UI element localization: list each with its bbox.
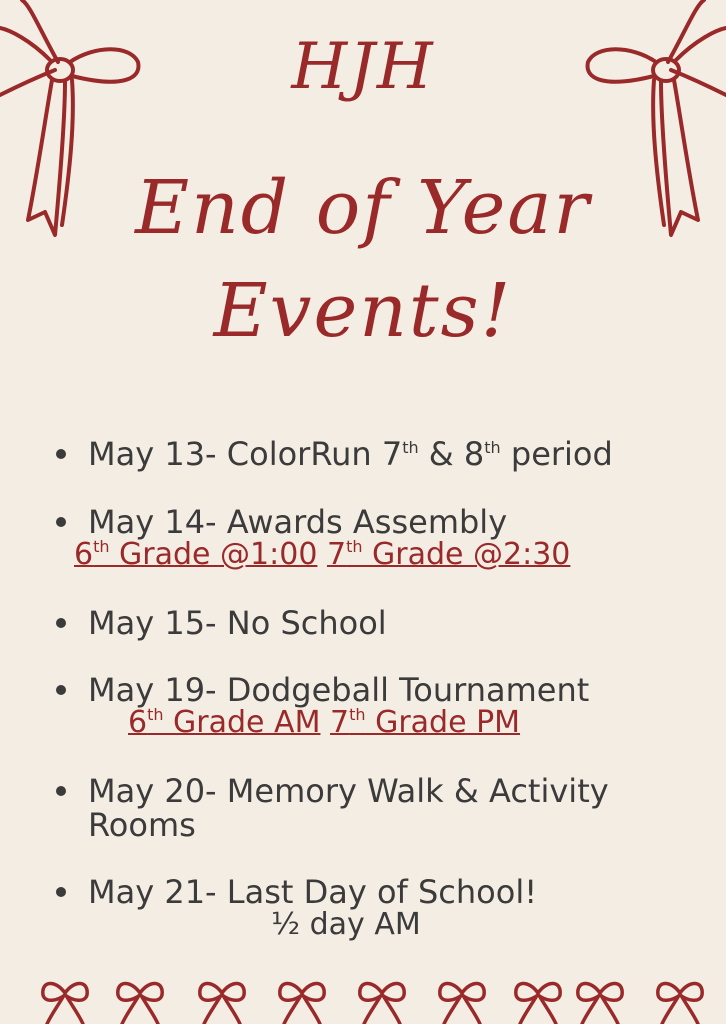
event-text: May 14- Awards Assembly — [88, 503, 508, 541]
bullet-icon — [56, 618, 66, 628]
event-text: May 13- ColorRun 7th & 8th period — [88, 435, 613, 473]
small-bow-icon — [200, 983, 244, 1024]
small-bow-icon — [118, 983, 162, 1024]
bullet-icon — [56, 887, 66, 897]
small-bow-icon — [280, 983, 324, 1024]
bullet-icon — [56, 517, 66, 527]
bullet-icon — [56, 685, 66, 695]
small-bow-icon — [360, 983, 404, 1024]
small-bow-icon — [516, 983, 560, 1024]
title-line-1: HJH — [291, 30, 435, 104]
event-text: May 15- No School — [88, 604, 387, 642]
event-text: May 19- Dodgeball Tournament — [88, 671, 590, 709]
event-subtext: 6th Grade @1:00 7th Grade @2:30 — [74, 537, 571, 572]
event-text: May 20- Memory Walk & Activity — [88, 772, 609, 810]
title-line-3: Events! — [213, 268, 513, 354]
title-line-2: End of Year — [135, 165, 591, 251]
small-bow-icon — [578, 983, 622, 1024]
bullet-icon — [56, 449, 66, 459]
small-bow-icon — [43, 983, 87, 1024]
small-bow-icon — [440, 983, 484, 1024]
bow-border — [0, 975, 726, 1024]
event-subtext: 6th Grade AM 7th Grade PM — [128, 705, 521, 740]
event-text: May 21- Last Day of School! — [88, 873, 538, 911]
bullet-icon — [56, 786, 66, 796]
small-bow-icon — [658, 983, 702, 1024]
event-subtext: ½ day AM — [271, 907, 421, 942]
event-text-continued: Rooms — [88, 806, 196, 844]
